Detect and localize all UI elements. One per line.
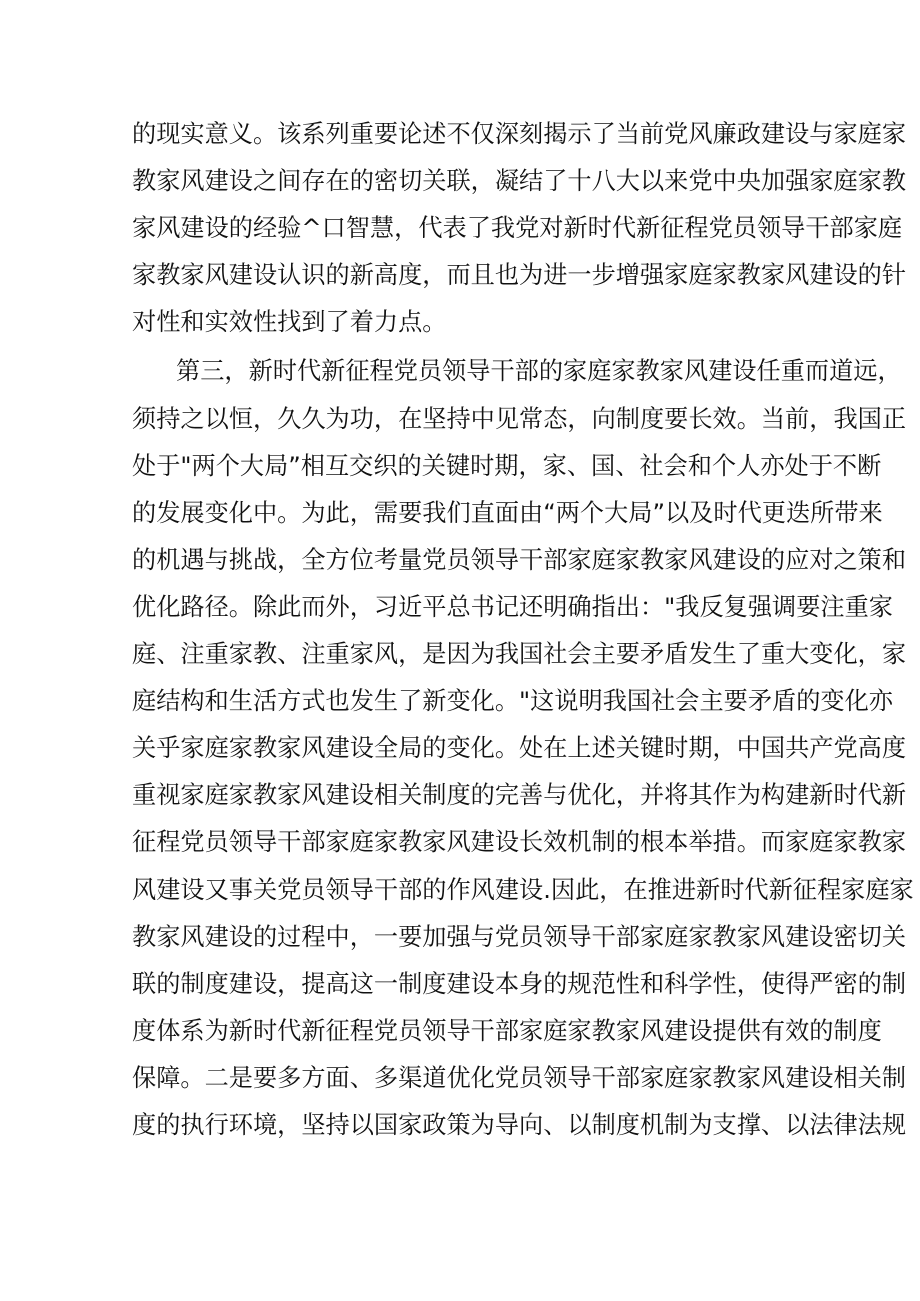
text-line: 对性和实效性找到了着力点。: [132, 308, 447, 337]
text-line: 优化路径。除此而外，习近平总书记还明确指出："我反复强调要注重家: [132, 592, 893, 621]
text-line: 征程党员领导干部家庭家教家风建设长效机制的根本举措。而家庭家教家: [132, 828, 907, 857]
text-line: 庭结构和生活方式也发生了新变化。"这说明我国社会主要矛盾的变化亦: [132, 687, 893, 716]
text-line: 度体系为新时代新征程党员领导干部家庭家教家风建设提供有效的制度: [132, 1016, 882, 1045]
text-line: 处于"两个大局”相互交织的关键时期，家、国、社会和个人亦处于不断: [132, 451, 882, 480]
text-line: 须持之以恒，久久为功，在坚持中见常态，向制度要长效。当前，我国正: [132, 404, 907, 433]
text-line: 关乎家庭家教家风建设全局的变化。处在上述关键时期，中国共产党高度: [132, 734, 907, 763]
text-line: 联的制度建设，提高这一制度建设本身的规范性和科学性，使得严密的制: [132, 969, 907, 998]
text-line: 重视家庭家教家风建设相关制度的完善与优化，并将其作为构建新时代新: [132, 781, 907, 810]
text-line: 教家风建设的过程中，一要加强与党员领导干部家庭家教家风建设密切关: [132, 922, 907, 951]
text-line: 度的执行环境，坚持以国家政策为导向、以制度机制为支撑、以法律法规: [132, 1110, 907, 1139]
text-line: 家教家风建设认识的新高度，而且也为进一步增强家庭家教家风建设的针: [132, 261, 907, 290]
text-line: 家风建设的经验^口智慧，代表了我党对新时代新征程党员领导干部家庭: [132, 214, 903, 243]
body-text: [132, 111, 914, 1149]
text-line: 风建设又事关党员领导干部的作风建设.因此，在推进新时代新征程家庭家: [132, 875, 914, 904]
text-line: 庭、注重家教、注重家风，是因为我国社会主要矛盾发生了重大变化，家: [132, 640, 907, 669]
paragraph-1: [132, 111, 907, 346]
text-line: 的机遇与挑战，全方位考量党员领导干部家庭家教家风建设的应对之策和: [132, 545, 907, 574]
paragraph-2: [132, 348, 914, 1149]
text-line: 的发展变化中。为此，需要我们直面由“两个大局”以及时代更迭所带来: [132, 498, 883, 527]
text-line: 教家风建设之间存在的密切关联，凝结了十八大以来党中央加强家庭家教: [132, 167, 907, 196]
text-line: 第三，新时代新征程党员领导干部的家庭家教家风建设任重而道远，: [176, 357, 902, 386]
text-line: 保障。二是要多方面、多渠道优化党员领导干部家庭家教家风建设相关制: [132, 1063, 907, 1092]
text-line: 的现实意义。该系列重要论述不仅深刻揭示了当前党风廉政建设与家庭家: [132, 120, 907, 148]
